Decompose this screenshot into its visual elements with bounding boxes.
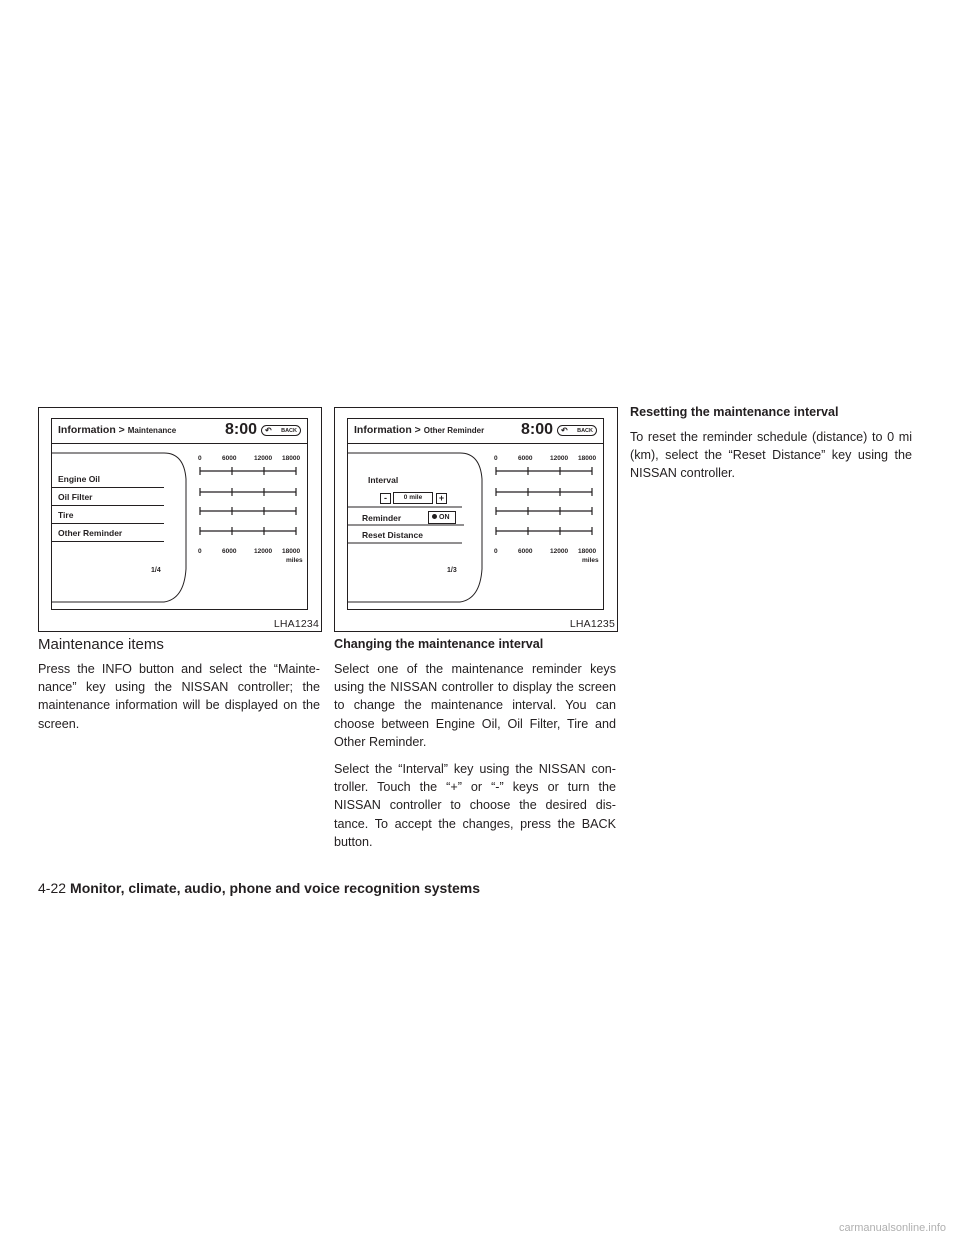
header-title: Information > Other Reminder <box>354 424 485 436</box>
interval-value: 0 mile <box>393 492 433 504</box>
back-button[interactable]: ↶ BACK <box>261 425 301 436</box>
unit-label: miles <box>286 557 303 564</box>
clock: 8:00 <box>224 421 257 438</box>
header-title: Information > Maintenance <box>58 424 177 436</box>
page-indicator: 1/3 <box>447 567 457 574</box>
figure-code: LHA1234 <box>273 618 319 630</box>
interval-key[interactable]: Interval <box>368 475 399 485</box>
unit-label: miles <box>582 557 599 564</box>
distance-bars <box>494 465 600 545</box>
watermark[interactable]: carmanualsonline.info <box>838 1222 946 1234</box>
paragraph-changing-interval: Select one of the maintenance reminder keys using the NISSAN controller to display the screen to change the maintenance interval. You can choose between Engine Oil, Oil Filter, Tire and Other Reminder. Select the “Interval” key using the NISSAN con- troller. Touch the “+” or “-” keys or turn the NISSAN controller to choose the desired dis- tance. To accept the changes, press the BACK button. <box>334 662 616 849</box>
display-screen: Information > Other Reminder 8:00 ↶ BACK Interval - 0 mile + Reminder ON Reset Distance 0 6000 12000 18000 0 6000 12000 18000 miles 1/3 <box>347 418 604 610</box>
back-button[interactable]: ↶ BACK <box>557 425 597 436</box>
reminder-key[interactable]: Reminder <box>362 513 402 523</box>
heading-resetting-interval: Resetting the maintenance interval <box>630 405 839 419</box>
heading-maintenance-items: Maintenance items <box>38 636 164 653</box>
clock: 8:00 <box>520 421 553 438</box>
page-indicator: 1/4 <box>151 567 161 574</box>
distance-bars <box>198 465 304 545</box>
back-arrow-icon: ↶ <box>561 426 568 435</box>
figure-code: LHA1235 <box>569 618 615 630</box>
reset-distance-key[interactable]: Reset Distance <box>362 530 423 540</box>
interval-minus-button[interactable]: - <box>380 493 391 504</box>
menu-item-engine-oil[interactable]: Engine Oil <box>52 471 164 488</box>
menu-item-other-reminder[interactable]: Other Reminder <box>52 525 164 542</box>
interval-plus-button[interactable]: + <box>436 493 447 504</box>
chapter-title: Monitor, climate, audio, phone and voice recognition systems <box>70 880 480 896</box>
figure-other-reminder-screen <box>334 407 618 632</box>
menu-item-tire[interactable]: Tire <box>52 507 164 524</box>
display-screen: Information > Maintenance 8:00 ↶ BACK Engine Oil Oil Filter Tire Other Reminder 0 6000 12000 18000 0 6000 12000 18000 miles 1/4 <box>51 418 308 610</box>
paragraph-maintenance-items: Press the INFO button and select the “Mainte- nance” key using the NISSAN controller; the maintenance information will be displayed on the screen. <box>38 662 320 731</box>
figure-maintenance-screen <box>38 407 322 632</box>
page-footer <box>38 880 480 896</box>
menu-item-oil-filter[interactable]: Oil Filter <box>52 489 164 506</box>
page-number: 4-22 <box>38 880 67 896</box>
heading-changing-interval: Changing the maintenance interval <box>334 637 544 651</box>
paragraph-resetting-interval: To reset the reminder schedule (distance) to 0 mi (km), select the “Reset Distance” key using the NISSAN controller. <box>630 430 912 481</box>
indicator-dot-icon <box>432 514 437 519</box>
back-arrow-icon: ↶ <box>265 426 272 435</box>
reminder-toggle[interactable]: ON <box>428 511 456 524</box>
